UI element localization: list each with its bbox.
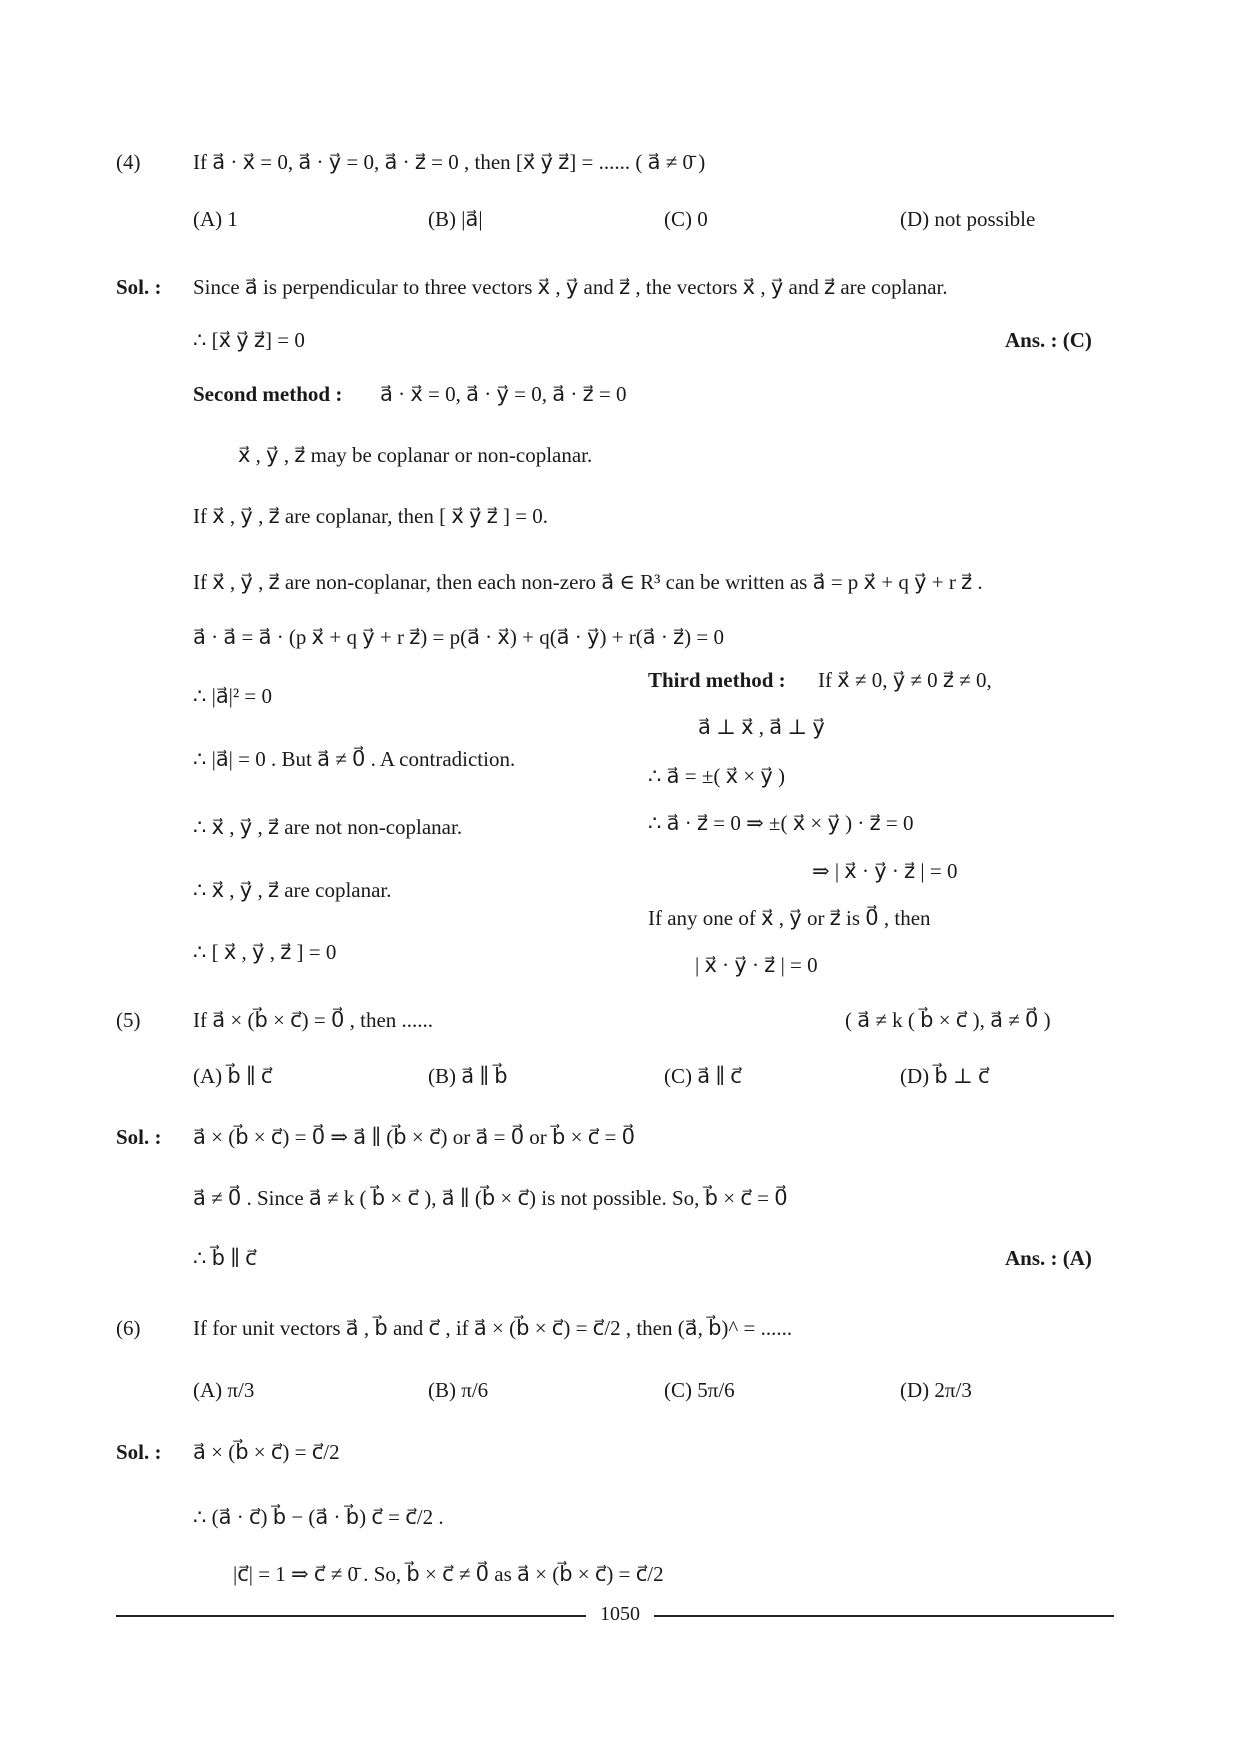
q4-option-b: (B) |a⃗|: [428, 207, 483, 231]
q4-option-c: (C) 0: [664, 207, 708, 231]
q5-option-b: (B) a⃗ ∥ b⃗: [428, 1064, 508, 1088]
q5-stem: If a⃗ × (b⃗ × c⃗) = 0⃗ , then ......: [193, 1008, 434, 1032]
q4-right-line2: ∴ a⃗ = ±( x⃗ × y⃗ ): [648, 764, 786, 788]
q6-sol-line1: a⃗ × (b⃗ × c⃗) = c⃗/2: [193, 1440, 340, 1464]
q4-sol-label: Sol. :: [116, 275, 162, 299]
q4-option-d: (D) not possible: [900, 207, 1036, 231]
q4-second-method-label: Second method :: [193, 382, 343, 406]
q4-left-line2: ∴ |a⃗| = 0 . But a⃗ ≠ 0⃗ . A contradiction.: [193, 747, 516, 771]
q4-number: (4): [116, 150, 141, 174]
q4-m2-line1: x⃗ , y⃗ , z⃗ may be coplanar or non-coplanar.: [238, 443, 593, 467]
q4-answer: Ans. : (C): [1005, 328, 1092, 352]
q6-sol-line3: |c⃗| = 1 ⇒ c⃗ ≠ 0̄ . So, b⃗ × c⃗ ≠ 0⃗ as a⃗ × (b⃗ × c⃗) = c⃗/2: [233, 1562, 664, 1586]
q6-option-a: (A) π/3: [193, 1378, 255, 1402]
q4-left-line3: ∴ x⃗ , y⃗ , z⃗ are not non-coplanar.: [193, 815, 463, 839]
q6-stem: If for unit vectors a⃗ , b⃗ and c⃗ , if a⃗ × (b⃗ × c⃗) = c⃗/2 , then (a⃗, b⃗)^ = ......: [193, 1316, 793, 1340]
q6-option-b: (B) π/6: [428, 1378, 489, 1402]
q6-option-c: (C) 5π/6: [664, 1378, 735, 1402]
q4-third-method-head: If x⃗ ≠ 0, y⃗ ≠ 0 z⃗ ≠ 0,: [818, 668, 992, 692]
q5-condition: ( a⃗ ≠ k ( b⃗ × c⃗ ), a⃗ ≠ 0⃗ ): [845, 1008, 1051, 1032]
q5-sol-line3: ∴ b⃗ ∥ c⃗: [193, 1246, 257, 1270]
q5-sol-line2: a⃗ ≠ 0⃗ . Since a⃗ ≠ k ( b⃗ × c⃗ ), a⃗ ∥ (b⃗ × c⃗) is not possible. So, b⃗ × c⃗ = 0⃗: [193, 1186, 788, 1210]
page-number: 1050: [600, 1603, 640, 1625]
q6-number: (6): [116, 1316, 141, 1340]
q5-option-d: (D) b⃗ ⊥ c⃗: [900, 1064, 990, 1088]
q4-m2-line2: If x⃗ , y⃗ , z⃗ are coplanar, then [ x⃗ y⃗ z⃗ ] = 0.: [193, 504, 549, 528]
q4-right-line4: ⇒ | x⃗ · y⃗ · z⃗ | = 0: [812, 859, 958, 883]
q4-right-line3: ∴ a⃗ · z⃗ = 0 ⇒ ±( x⃗ × y⃗ ) · z⃗ = 0: [648, 811, 914, 835]
q5-answer: Ans. : (A): [1005, 1246, 1092, 1270]
q6-option-d: (D) 2π/3: [900, 1378, 972, 1402]
q4-left-line4: ∴ x⃗ , y⃗ , z⃗ are coplanar.: [193, 878, 392, 902]
q4-sol-line2: ∴ [x⃗ y⃗ z⃗] = 0: [193, 328, 305, 352]
q5-number: (5): [116, 1008, 141, 1032]
q4-third-method-label: Third method :: [648, 668, 786, 692]
q6-sol-label: Sol. :: [116, 1440, 162, 1464]
q5-sol-line1: a⃗ × (b⃗ × c⃗) = 0⃗ ⇒ a⃗ ∥ (b⃗ × c⃗) or a⃗ = 0⃗ or b⃗ × c⃗ = 0⃗: [193, 1125, 635, 1149]
q5-option-a: (A) b⃗ ∥ c⃗: [193, 1064, 273, 1088]
q4-right-line5: If any one of x⃗ , y⃗ or z⃗ is 0⃗ , then: [648, 906, 931, 930]
q4-m2-line3: If x⃗ , y⃗ , z⃗ are non-coplanar, then each non-zero a⃗ ∈ R³ can be written as a⃗ = p x⃗ + q y⃗ + r z⃗ .: [193, 570, 983, 594]
q4-right-line1: a⃗ ⊥ x⃗ , a⃗ ⊥ y⃗: [698, 715, 825, 739]
q4-right-line6: | x⃗ · y⃗ · z⃗ | = 0: [695, 953, 818, 977]
q4-left-line1: ∴ |a⃗|² = 0: [193, 684, 273, 708]
footer-rule-left: [116, 1615, 586, 1617]
q5-sol-label: Sol. :: [116, 1125, 162, 1149]
q4-m2-line4: a⃗ · a⃗ = a⃗ · (p x⃗ + q y⃗ + r z⃗) = p(a⃗ · x⃗) + q(a⃗ · y⃗) + r(a⃗ · z⃗) = 0: [193, 625, 725, 649]
q4-option-a: (A) 1: [193, 207, 238, 231]
q6-sol-line2: ∴ (a⃗ · c⃗) b⃗ − (a⃗ · b⃗) c⃗ = c⃗/2 .: [193, 1505, 444, 1529]
q4-stem: If a⃗ · x⃗ = 0, a⃗ · y⃗ = 0, a⃗ · z⃗ = 0 , then [x⃗ y⃗ z⃗] = ...... ( a⃗ ≠ 0̄ ): [193, 150, 706, 174]
q5-option-c: (C) a⃗ ∥ c⃗: [664, 1064, 742, 1088]
footer-rule-right: [654, 1615, 1114, 1617]
q4-second-method-eq: a⃗ · x⃗ = 0, a⃗ · y⃗ = 0, a⃗ · z⃗ = 0: [380, 382, 627, 406]
q4-left-line5: ∴ [ x⃗ , y⃗ , z⃗ ] = 0: [193, 940, 337, 964]
q4-sol-line1: Since a⃗ is perpendicular to three vectors x⃗ , y⃗ and z⃗ , the vectors x⃗ , y⃗ and z⃗ are coplanar.: [193, 275, 948, 299]
